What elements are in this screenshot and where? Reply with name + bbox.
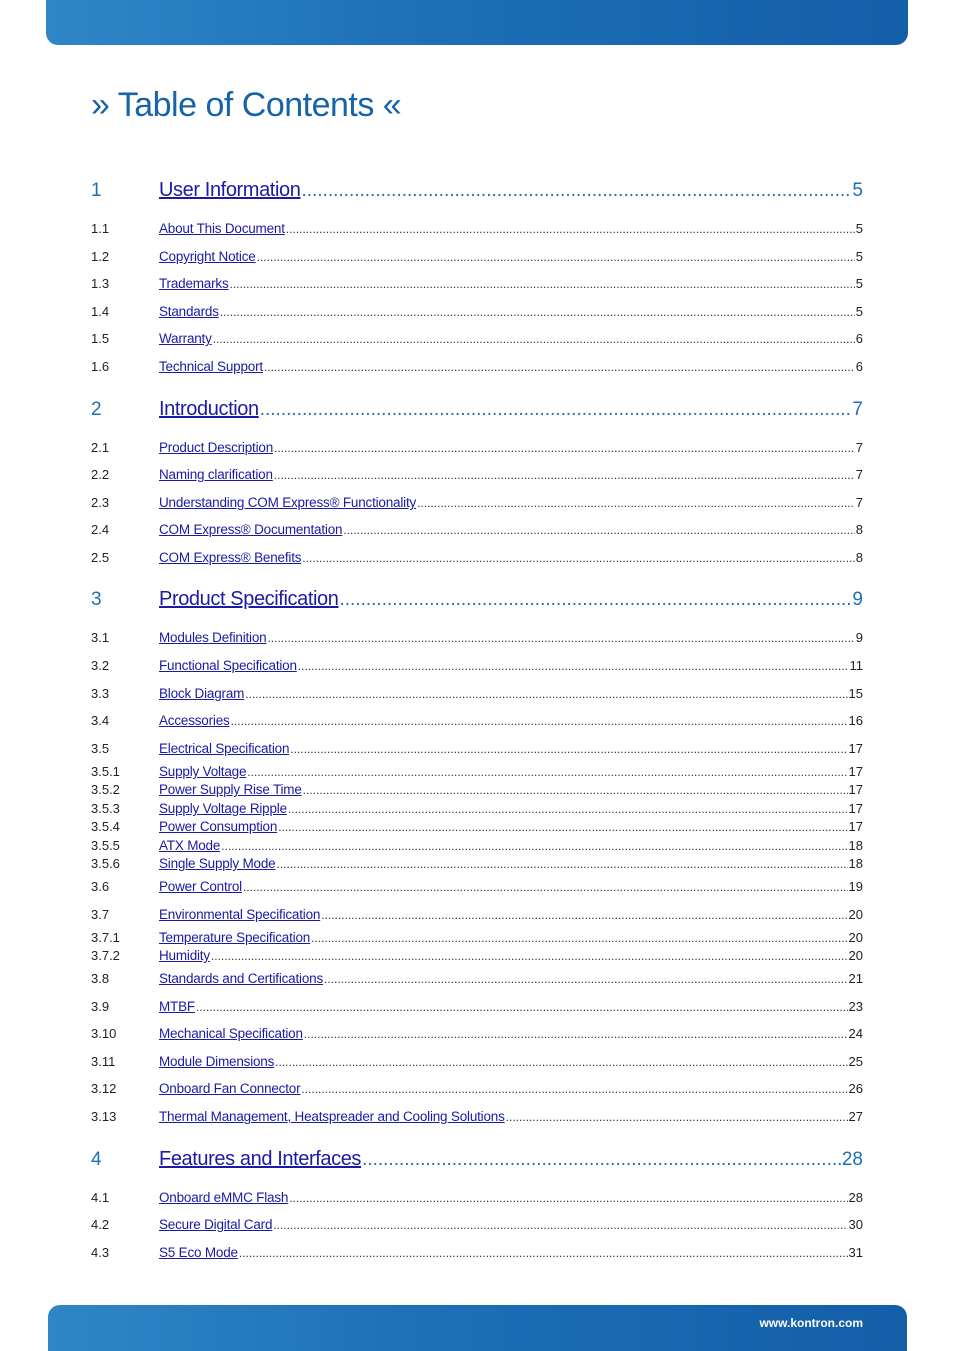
toc-page-number: 28 [841,1149,863,1170]
toc-number: 4.2 [91,1217,110,1232]
toc-link[interactable]: About This Document [159,221,285,236]
toc-link[interactable]: Accessories [159,713,230,728]
toc-entry[interactable] [91,801,863,816]
toc-number: 3.11 [91,1054,116,1069]
toc-leader-dots [304,1027,848,1041]
toc-page-number: 23 [848,999,863,1014]
toc-entry[interactable] [91,1245,863,1260]
toc-page-number: 31 [848,1245,863,1260]
toc-link[interactable]: Trademarks [159,276,229,291]
toc-leader-dots [221,839,847,853]
toc-leader-dots [274,441,855,455]
page-title: » Table of Contents « [91,86,402,124]
toc-page-number: 6 [855,331,863,346]
toc-number: 4 [91,1149,102,1170]
toc-leader-dots [286,222,855,236]
toc-page-number: 5 [855,276,863,291]
toc-leader-dots [324,972,848,986]
toc-entry[interactable] [91,550,863,565]
toc-page-number: 7 [855,495,863,510]
toc-entry[interactable] [91,1148,863,1171]
toc-number: 3.5.6 [91,856,120,871]
toc-number: 2.2 [91,467,110,482]
toc-entry[interactable] [91,495,863,510]
toc-number: 3.7 [91,907,110,922]
toc-link[interactable]: Modules Definition [159,630,267,645]
toc-number: 3.5.1 [91,764,120,779]
toc-leader-dots [343,523,854,537]
toc-number: 3.5.3 [91,801,120,816]
toc-number: 2 [91,399,102,420]
toc-link[interactable]: Product Description [159,440,274,455]
toc-link[interactable]: Power Consumption [159,819,278,834]
toc-entry[interactable] [91,907,863,922]
toc-number: 3.8 [91,971,110,986]
toc-leader-dots [239,1246,848,1260]
toc-number: 3.12 [91,1081,117,1096]
toc-number: 3.5.2 [91,782,120,797]
toc-link[interactable]: Humidity [159,948,210,963]
toc-entry[interactable] [91,1026,863,1041]
toc-number: 1.6 [91,359,110,374]
toc-entry[interactable] [91,276,863,291]
toc-entry[interactable] [91,359,863,374]
toc-link[interactable]: Power Supply Rise Time [159,782,302,797]
toc-link[interactable]: S5 Eco Mode [159,1245,238,1260]
toc-link[interactable]: ATX Mode [159,838,221,853]
toc-page-number: 26 [848,1081,863,1096]
toc-link[interactable]: Onboard eMMC Flash [159,1190,289,1205]
toc-page-number: 5 [855,304,863,319]
header-bar [46,0,908,45]
toc-link[interactable]: User Information [159,179,301,201]
toc-entry[interactable] [91,819,863,834]
toc-leader-dots [273,1218,847,1232]
toc-entry[interactable] [91,713,863,728]
toc-link[interactable]: Technical Support [159,359,263,374]
toc-page-number: 17 [848,741,863,756]
toc-entry[interactable] [91,838,863,853]
toc-entry[interactable] [91,1109,863,1124]
toc-leader-dots [417,496,855,510]
toc-entry[interactable] [91,588,863,611]
toc-leader-dots [311,931,847,945]
toc-link[interactable]: Features and Interfaces [159,1148,362,1170]
toc-entry[interactable] [91,856,863,871]
toc-link[interactable]: Module Dimensions [159,1054,275,1069]
toc-leader-dots [247,765,847,779]
toc-page-number: 5 [855,221,863,236]
toc-number: 1.4 [91,304,110,319]
toc-number: 3.5 [91,741,110,756]
toc-entry[interactable] [91,304,863,319]
toc-leader-dots [257,250,855,264]
toc-number: 3.3 [91,686,110,701]
toc-link[interactable]: Block Diagram [159,686,245,701]
toc-entry[interactable] [91,741,863,756]
toc-entry[interactable] [91,398,863,421]
toc-number: 3.9 [91,999,110,1014]
toc-entry[interactable] [91,948,863,963]
toc-entry[interactable] [91,630,863,645]
toc-number: 3.4 [91,713,110,728]
toc-leader-dots [231,714,848,728]
toc-link[interactable]: Functional Specification [159,658,297,673]
toc-number: 2.5 [91,550,110,565]
toc-leader-dots [298,659,849,673]
toc-page-number: 5 [852,180,863,201]
toc-link[interactable]: Warranty [159,331,212,346]
toc-page-number: 18 [848,838,863,853]
toc-leader-dots [260,399,852,421]
toc-leader-dots [230,277,855,291]
toc-link[interactable]: Naming clarification [159,467,273,482]
toc-leader-dots [339,589,851,611]
toc-entry[interactable] [91,467,863,482]
toc-leader-dots [274,468,855,482]
toc-page-number: 9 [855,630,863,645]
toc-number: 2.3 [91,495,110,510]
toc-number: 1 [91,180,102,201]
toc-page-number: 18 [848,856,863,871]
toc-page-number: 9 [852,589,863,610]
toc-entry[interactable] [91,331,863,346]
toc-number: 4.1 [91,1190,110,1205]
toc-leader-dots [302,551,854,565]
toc-entry[interactable] [91,1054,863,1069]
toc-entry[interactable] [91,879,863,894]
toc-number: 3.7.1 [91,930,120,945]
toc-page-number: 17 [848,801,863,816]
toc-number: 3 [91,589,102,610]
toc-leader-dots [220,305,855,319]
toc-number: 2.1 [91,440,110,455]
toc-page-number: 20 [848,930,863,945]
toc-leader-dots [196,1000,848,1014]
toc-page-number: 19 [848,879,863,894]
toc-leader-dots [275,1055,847,1069]
toc-leader-dots [301,180,851,202]
toc-page-number: 16 [848,713,863,728]
toc-link[interactable]: COM Express® Documentation [159,522,343,537]
toc-link[interactable]: Standards [159,304,219,319]
toc-entry[interactable] [91,930,863,945]
toc-entry[interactable] [91,1217,863,1232]
toc-link[interactable]: Product Specification [159,588,339,610]
toc-page-number: 28 [848,1190,863,1205]
toc-link[interactable]: Thermal Management, Heatspreader and Cooling Solutions [159,1109,505,1124]
toc-entry[interactable] [91,1081,863,1096]
toc-number: 3.10 [91,1026,117,1041]
toc-page-number: 25 [848,1054,863,1069]
toc-link[interactable]: Introduction [159,398,259,420]
toc-leader-dots [278,820,847,834]
toc-leader-dots [289,1191,847,1205]
toc-entry[interactable] [91,249,863,264]
toc-link[interactable]: Temperature Specification [159,930,311,945]
footer-bar [48,1305,907,1351]
toc-entry[interactable] [91,658,863,673]
toc-page-number: 27 [848,1109,863,1124]
toc-link[interactable]: Onboard Fan Connector [159,1081,301,1096]
toc-page-number: 11 [849,658,863,673]
toc-number: 3.1 [91,630,110,645]
toc-leader-dots [321,908,847,922]
toc-number: 1.5 [91,331,110,346]
toc-entry[interactable] [91,221,863,236]
toc-number: 1.1 [91,221,110,236]
toc-entry[interactable] [91,522,863,537]
toc-number: 3.6 [91,879,110,894]
toc-number: 3.7.2 [91,948,120,963]
toc-leader-dots [506,1110,848,1124]
toc-number: 3.5.4 [91,819,120,834]
toc-page-number: 30 [848,1217,863,1232]
toc-entry[interactable] [91,686,863,701]
toc-link[interactable]: Single Supply Mode [159,856,276,871]
toc-page-number: 6 [855,359,863,374]
toc-link[interactable]: Environmental Specification [159,907,321,922]
toc-number: 2.4 [91,522,110,537]
toc-page-number: 17 [848,819,863,834]
toc-entry[interactable] [91,1190,863,1205]
toc-leader-dots [213,332,855,346]
toc-link[interactable]: Electrical Specification [159,741,290,756]
toc-link[interactable]: MTBF [159,999,195,1014]
toc-entry[interactable] [91,179,863,202]
toc-entry[interactable] [91,999,863,1014]
toc-page-number: 17 [848,764,863,779]
toc-page-number: 17 [848,782,863,797]
toc-number: 3.13 [91,1109,117,1124]
toc-link[interactable]: Standards and Certifications [159,971,323,986]
toc-link[interactable]: COM Express® Benefits [159,550,302,565]
toc-link[interactable]: Power Control [159,879,242,894]
toc-link[interactable]: Secure Digital Card [159,1217,273,1232]
toc-leader-dots [243,880,848,894]
toc-page-number: 8 [855,522,863,537]
toc-leader-dots [276,857,847,871]
toc-number: 1.3 [91,276,110,291]
footer-url[interactable]: www.kontron.com [759,1316,863,1330]
toc-leader-dots [264,360,855,374]
toc-page-number: 5 [855,249,863,264]
toc-link[interactable]: Copyright Notice [159,249,256,264]
toc-leader-dots [288,802,848,816]
toc-number: 3.5.5 [91,838,120,853]
toc-leader-dots [303,783,848,797]
toc-page-number: 8 [855,550,863,565]
toc-entry[interactable] [91,782,863,797]
toc-leader-dots [301,1082,847,1096]
toc-leader-dots [362,1149,841,1171]
toc-page-number: 7 [852,399,863,420]
toc-leader-dots [290,742,847,756]
toc-page-number: 20 [848,948,863,963]
toc-page-number: 7 [855,440,863,455]
toc-leader-dots [267,631,854,645]
toc-page-number: 20 [848,907,863,922]
toc-page-number: 21 [848,971,863,986]
toc-entry[interactable] [91,971,863,986]
toc-link[interactable]: Mechanical Specification [159,1026,303,1041]
toc-entry[interactable] [91,764,863,779]
toc-number: 4.3 [91,1245,110,1260]
toc-page-number: 24 [848,1026,863,1041]
toc-leader-dots [211,949,848,963]
toc-leader-dots [245,687,847,701]
toc-link[interactable]: Supply Voltage [159,764,247,779]
toc-page-number: 15 [848,686,863,701]
toc-entry[interactable] [91,440,863,455]
toc-page-number: 7 [855,467,863,482]
toc-link[interactable]: Understanding COM Express® Functionality [159,495,417,510]
toc-number: 3.2 [91,658,110,673]
toc-number: 1.2 [91,249,110,264]
toc-link[interactable]: Supply Voltage Ripple [159,801,287,816]
